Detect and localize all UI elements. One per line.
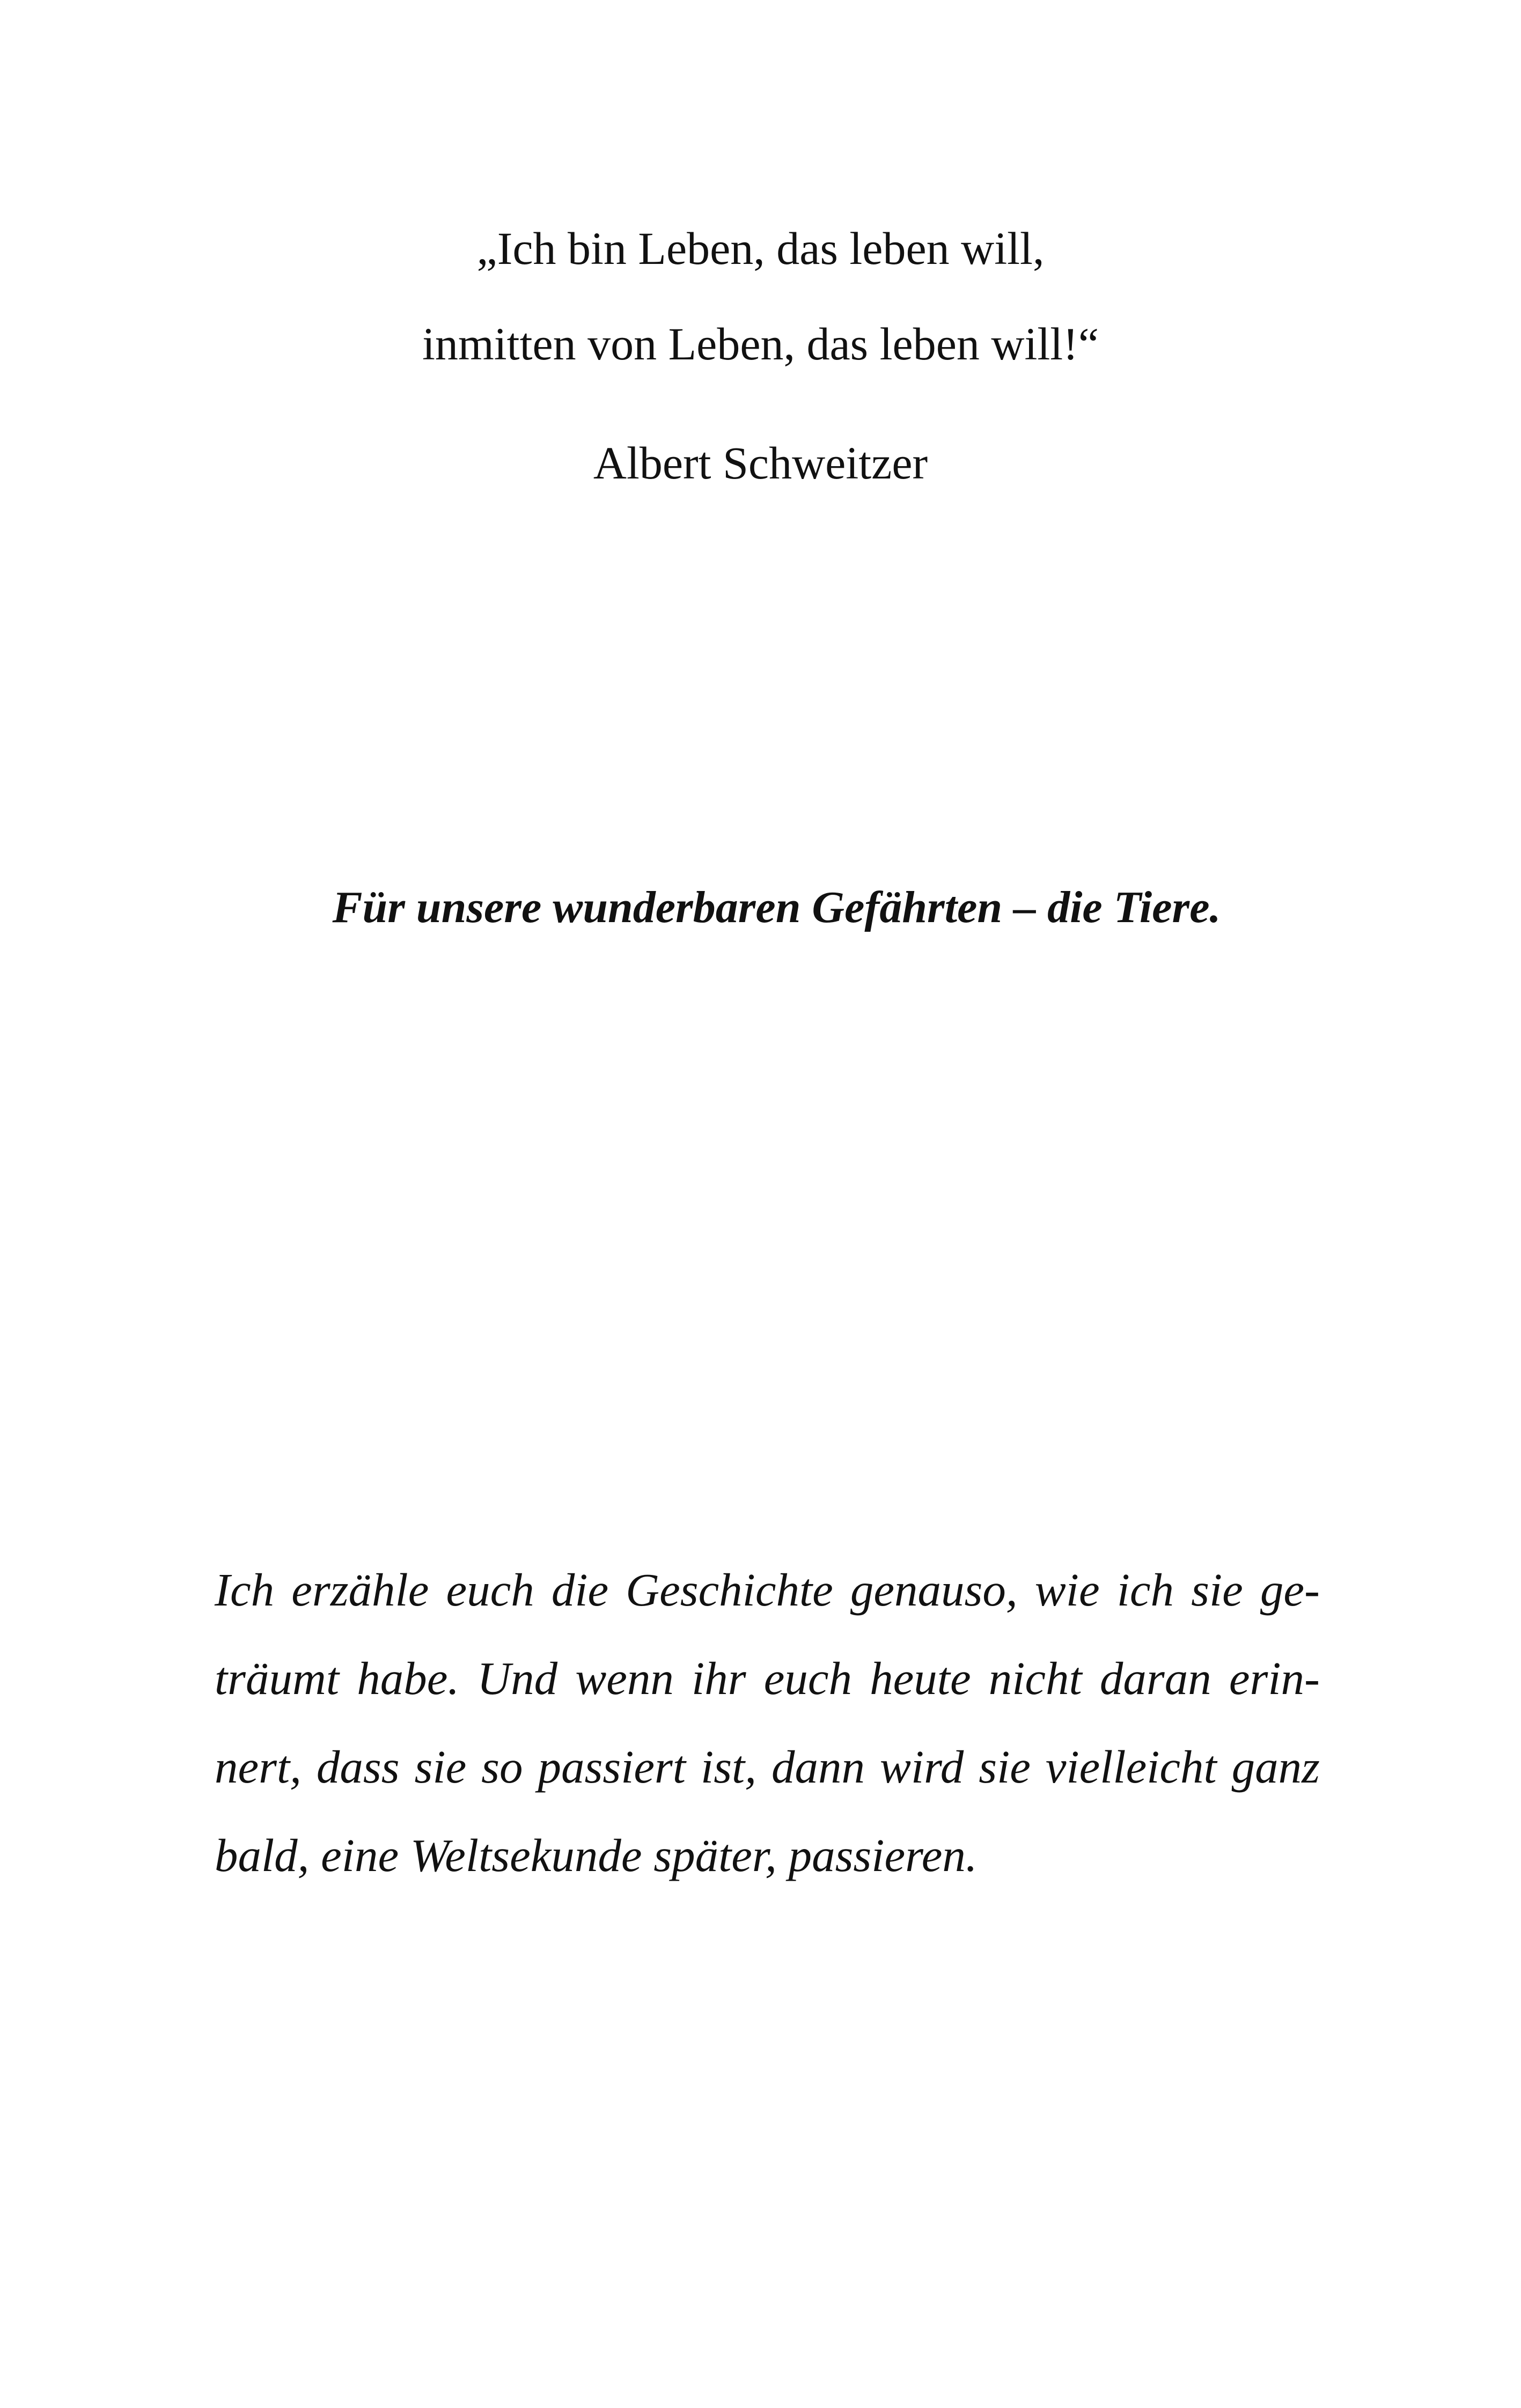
dedication: Für unsere wunderbaren Gefährten – die Tiere. [332, 882, 1221, 932]
epigraph-author: Albert Schweitzer [593, 437, 928, 489]
epigraph-line-2: inmitten von Leben, das leben will!“ [422, 318, 1099, 370]
epigraph-line-1: „Ich bin Leben, das leben will, [476, 223, 1045, 274]
intro-line-1: Ich erzähle euch die Geschichte genauso, wie ich sie ge- [215, 1564, 1320, 1616]
intro-line-2: träumt habe. Und wenn ihr euch heute nicht daran erin- [215, 1652, 1320, 1704]
intro-line-3: nert, dass sie so passiert ist, dann wird sie vielleicht ganz [215, 1741, 1320, 1793]
intro-line-4: bald, eine Weltsekunde später, passieren. [215, 1829, 978, 1881]
